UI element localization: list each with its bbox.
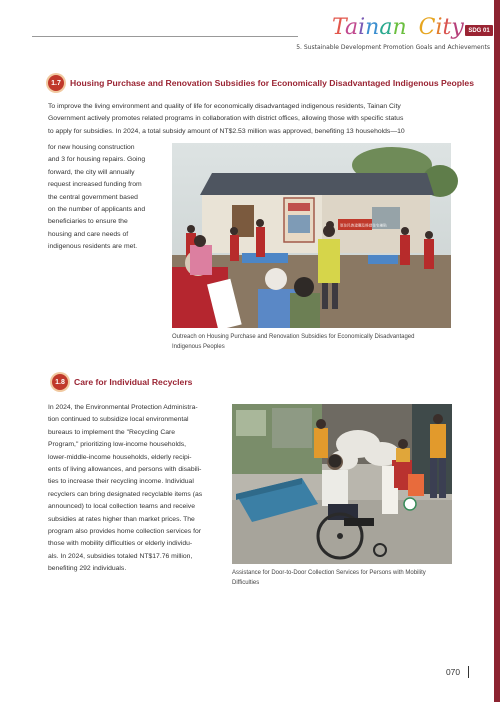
text-line: beneficiaries to ensure the [48, 218, 128, 226]
intro-paragraph [48, 101, 468, 138]
section-title: Housing Purchase and Renovation Subsidies for Economically Disadvantaged Indigenous Peoples [70, 78, 474, 88]
section-heading-1-7 [48, 75, 474, 91]
svg-text:Tainan City: Tainan City [332, 15, 464, 40]
text-line: bureaus to implement the "Recycling Care [48, 428, 176, 436]
recycler-paragraph [48, 402, 225, 576]
outreach-photo [172, 143, 451, 328]
text-line: To improve the living environment and quality of life for economically disadvantaged indigenous residents, Tainan City [48, 103, 401, 110]
caption-line: Difficulties [232, 579, 260, 586]
text-line: Government actively promotes related programs in collaboration with district offices, allowing those with specific status [48, 115, 404, 123]
text-line: for new housing construction [48, 144, 135, 151]
caption-line: Assistance for Door-to-Door Collection Services for Persons with Mobility [232, 570, 426, 576]
tainan-city-logo [330, 10, 464, 42]
text-line: to apply for subsidies. In 2024, a total subsidy amount of NT$2.53 million was approved, benefiting 13 households—10 [48, 127, 405, 135]
text-line: Program," prioritizing low-income households, [48, 441, 187, 449]
section-heading-1-8 [52, 374, 192, 390]
text-line: benefiting 292 individuals. [48, 565, 127, 573]
column-paragraph [48, 142, 164, 254]
text-line: ties to increase their recycling income. Individual [48, 478, 194, 486]
banner-sign-text: 原住民族建購及修繕住宅補貼 [340, 223, 387, 228]
sdg-badge: SDG 01 [465, 25, 493, 36]
text-line: announced) to local collection teams and receive [48, 503, 195, 511]
text-line: on the number of applicants and [48, 206, 146, 214]
text-line: subsidies at rates higher than market prices. The [48, 515, 195, 523]
photo-caption-2 [232, 569, 467, 588]
section-title: Care for Individual Recyclers [74, 377, 193, 387]
recycling-photo [232, 404, 452, 564]
section-number-badge: 1.8 [52, 374, 68, 390]
photo-caption-1 [172, 333, 462, 352]
text-line: those with mobility difficulties or elderly individu- [48, 540, 193, 548]
page-number: 070 [446, 667, 460, 677]
caption-line: Outreach on Housing Purchase and Renovation Subsidies for Economically Disadvantaged [172, 334, 415, 340]
text-line: indigenous residents are met. [48, 243, 138, 251]
section-number-badge: 1.7 [48, 75, 64, 91]
text-line: housing and care needs of [48, 230, 129, 238]
caption-line: Indigenous Peoples [172, 343, 225, 350]
page-number-bar [468, 666, 469, 678]
text-line: the central government based [48, 193, 138, 201]
text-line: lower-middle-income households, elderly recipi- [48, 453, 192, 461]
text-line: forward, the city will annually [48, 168, 135, 176]
text-line: In 2024, the Environmental Protection Administra- [48, 404, 198, 411]
text-line: program also provides home collection services for [48, 528, 201, 536]
text-line: and 3 for housing repairs. Going [48, 156, 146, 164]
text-line: ents of living allowances, and persons with disabili- [48, 466, 202, 474]
edge-stripe [494, 0, 500, 702]
chapter-subtitle: 5. Sustainable Development Promotion Goals and Achievements [296, 44, 490, 51]
header-rule [32, 36, 298, 37]
text-line: request increased funding from [48, 181, 142, 189]
text-line: recyclers can bring designated recyclable items (as [48, 490, 203, 498]
text-line: als. In 2024, subsidies totaled NT$17.76 million, [48, 552, 193, 560]
text-line: tion continued to subsidize local environmental [48, 416, 189, 424]
